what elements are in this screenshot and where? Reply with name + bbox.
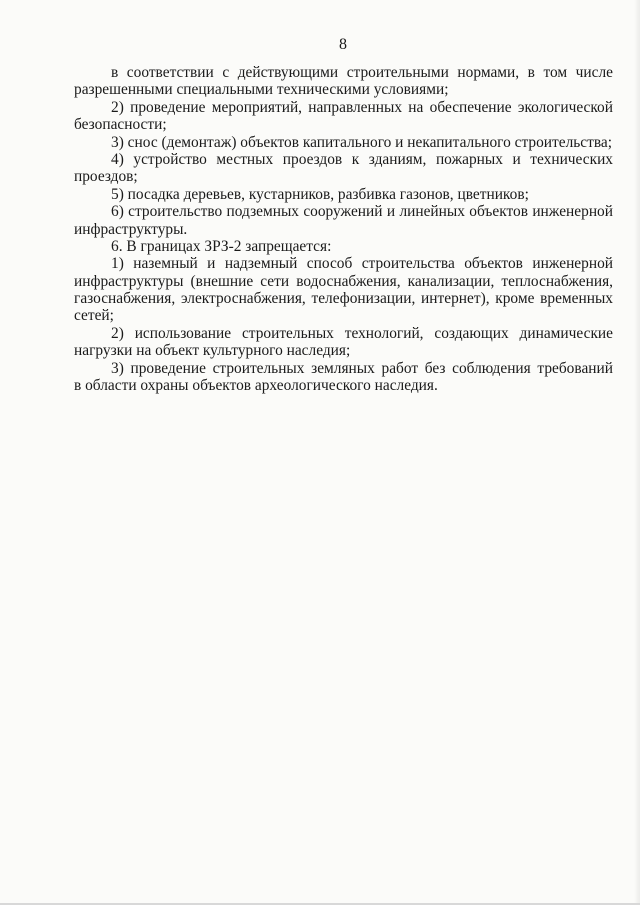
text-line: 6) строительство подземных сооружений и линейных объектов инженерной [111,203,613,221]
paragraph [74,151,613,186]
paragraph [74,203,613,238]
text-line: 6. В границах ЗРЗ-2 запрещается: [111,237,332,255]
page-number: 8 [339,36,347,53]
text-line: в области охраны объектов археологического наследия. [74,377,438,395]
text-line: 5) посадка деревьев, кустарников, разбивка газонов, цветников; [111,185,529,203]
text-line: 3) снос (демонтаж) объектов капитального и некапитального строительства; [111,133,613,151]
text-line: 1) наземный и надземный способ строительства объектов инженерной [111,255,613,273]
text-line: нагрузки на объект культурного наследия; [74,342,351,360]
paragraph [74,64,613,99]
paragraph [74,186,613,203]
scan-edge-shadow [634,0,640,905]
text-line: в соответствии с действующими строительными нормами, в том числе [111,64,613,81]
text-line: 3) проведение строительных земляных работ без соблюдения требований [111,359,613,377]
text-line: инфраструктуры (внешние сети водоснабжения, канализации, теплоснабжения, [74,272,613,290]
text-line: инфраструктуры. [74,220,188,238]
text-line: сетей; [74,307,114,325]
paragraph [74,325,613,360]
text-line: газоснабжения, электроснабжения, телефонизации, интернет), кроме временных [74,290,613,308]
paragraph [74,99,613,134]
text-line: 2) использование строительных технологий, создающих динамические [111,324,613,342]
text-line: безопасности; [74,116,167,134]
paragraph [74,255,613,325]
text-line: 4) устройство местных проездов к зданиям, пожарных и технических [111,150,613,168]
text-line: разрешенными специальными техническими условиями; [74,81,449,99]
text-line: 2) проведение мероприятий, направленных на обеспечение экологической [111,98,613,116]
paragraph [74,360,613,395]
document-body [74,64,613,394]
paragraph [74,238,613,255]
paragraph [74,134,613,151]
text-line: проездов; [74,168,138,186]
